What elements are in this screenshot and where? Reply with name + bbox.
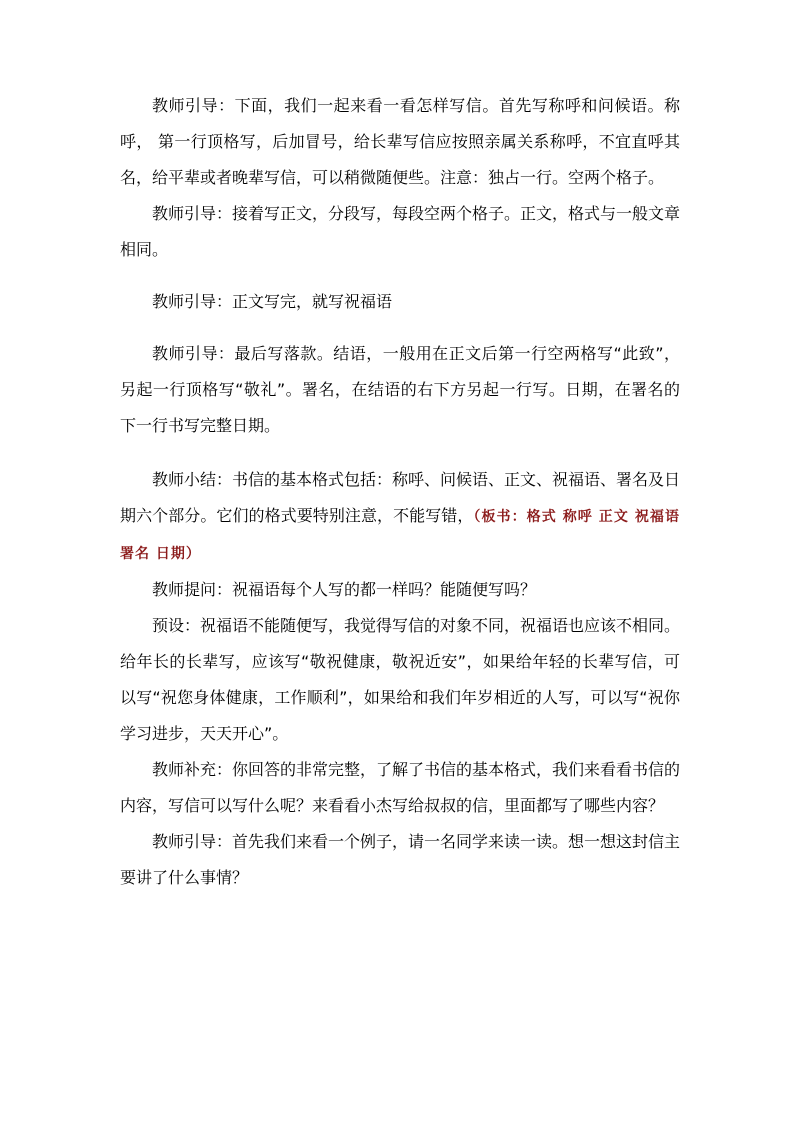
summary-text: 教师小结：书信的基本格式包括：称呼、问候语、正文、祝福语、署名及日期六个部分。它们的格式要特别注意，不能写错， [120,470,681,525]
paragraph-signature: 教师引导：最后写落款。结语，一般用在正文后第一行空两格写“此致”，另起一行顶格写“敬礼”。署名，在结语的右下方另起一行写。日期，在署名的下一行书写完整日期。 [120,344,680,435]
paragraph-salutation: 教师引导：下面，我们一起来看一看怎样写信。首先写称呼和问候语。称呼， 第一行顶格写，后加冒号，给长辈写信应按照亲属关系称呼，不宜直呼其名，给平辈或者晚辈写信，可以稍微随便些。注意：独占一行。空两个格子。 [120,96,680,187]
paragraph-summary [120,462,680,572]
paragraph-question: 教师提问：祝福语每个人写的都一样吗？能随便写吗？ [152,580,537,599]
paragraph-example: 教师引导：首先我们来看一个例子，请一名同学来读一读。想一想这封信主要讲了什么事情？ [120,832,681,887]
paragraph-body: 教师引导：接着写正文，分段写，每段空两个格子。正文，格式与一般文章相同。 [120,204,681,259]
board-note: （板书：格式 称呼 正文 祝福语 署名 日期） [120,509,680,562]
document-body [120,88,680,896]
paragraph-preset-answer: 预设：祝福语不能随便写，我觉得写信的对象不同，祝福语也应该不相同。给年长的长辈写，应该写“敬祝健康，敬祝近安”，如果给年轻的长辈写信，可以写“祝您身体健康，工作顺利”，如果给和我们年岁相近的人写，可以写“祝你学习进步，天天开心”。 [120,616,681,743]
paragraph-supplement: 教师补充：你回答的非常完整，了解了书信的基本格式，我们来看看书信的内容，写信可以写什么呢？来看看小杰写给叔叔的信，里面都写了哪些内容？ [120,760,681,815]
paragraph-blessing: 教师引导：正文写完，就写祝福语 [152,292,393,311]
